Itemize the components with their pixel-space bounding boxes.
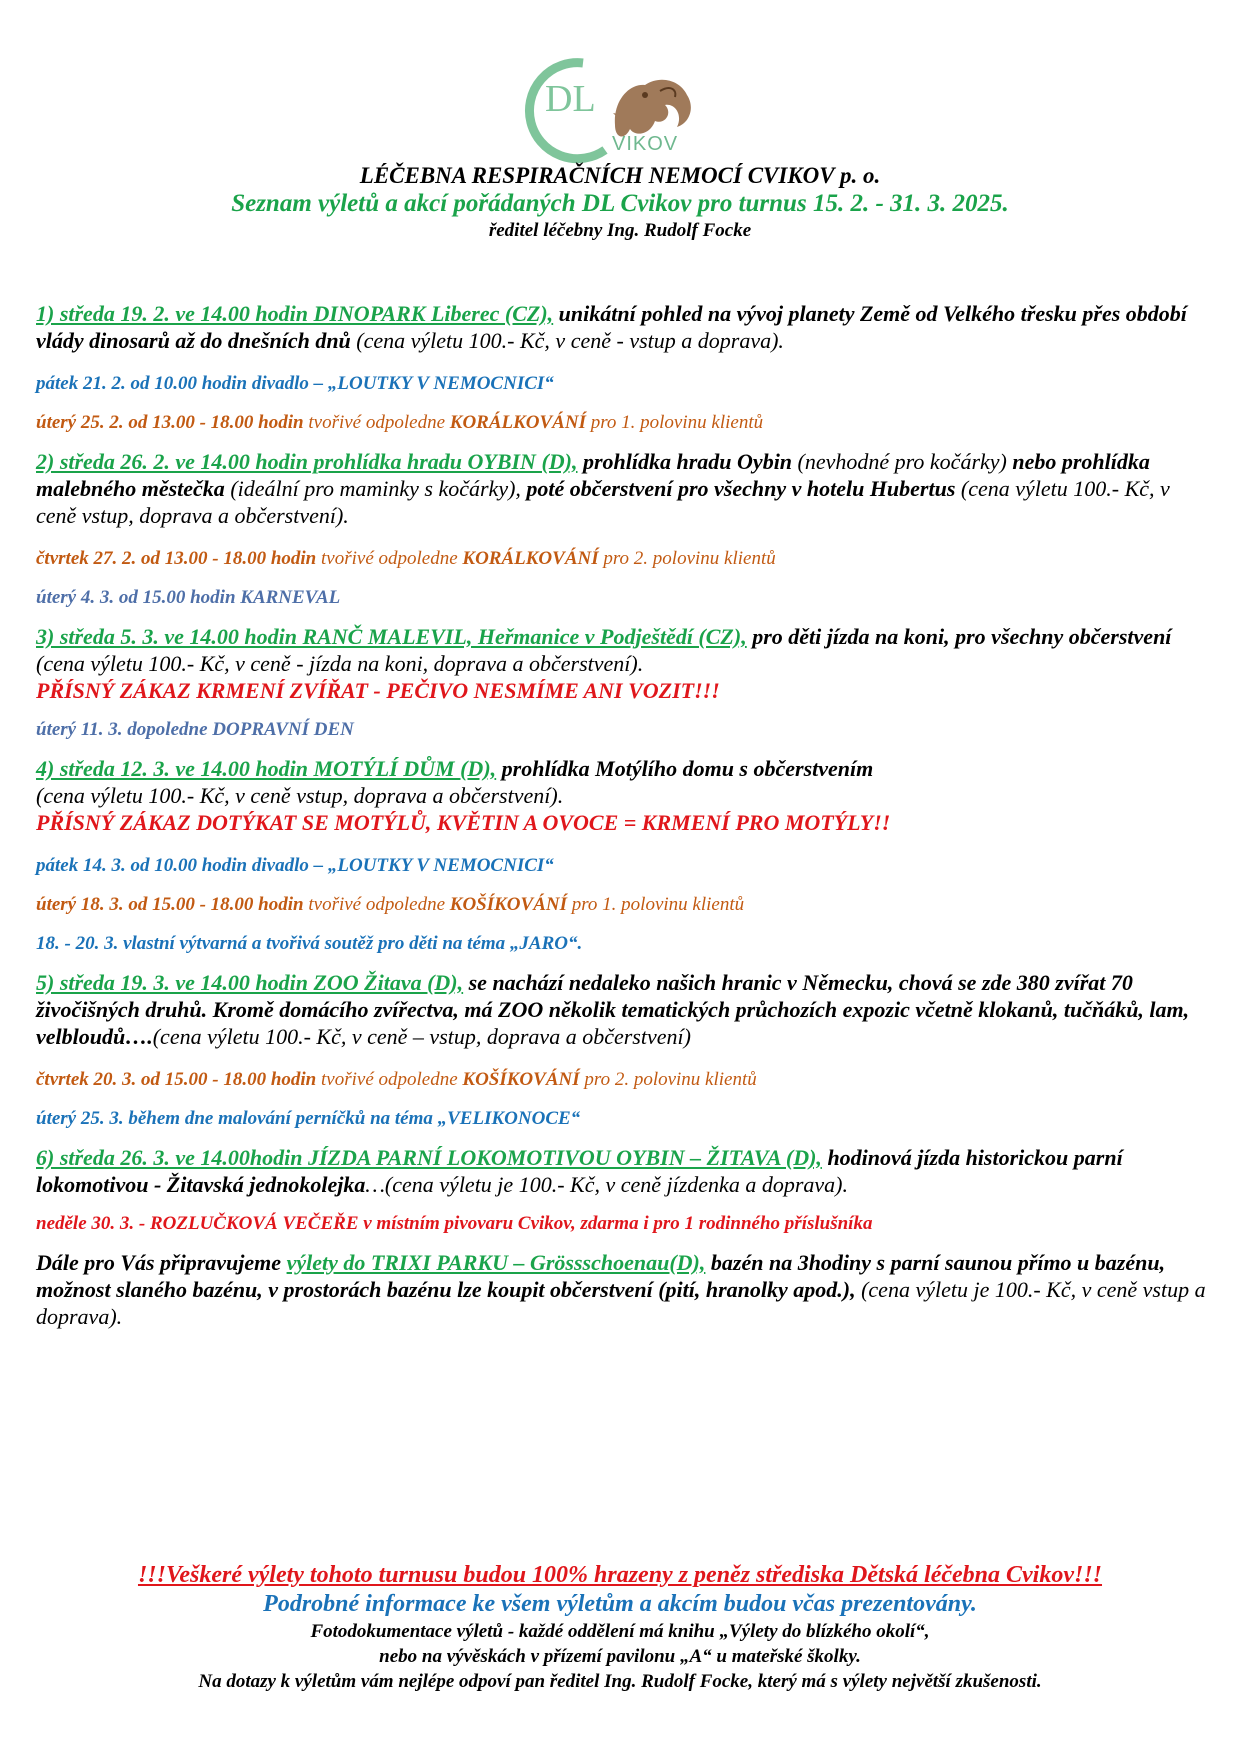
event-4-link[interactable]: 2) středa 26. 2. ve 14.00 hodin prohlídka hradu OYBIN (D), <box>36 449 578 474</box>
event-16-link[interactable]: 6) středa 26. 3. ve 14.00hodin JÍZDA PARNÍ LOKOMOTIVOU OYBIN – ŽITAVA (D), <box>36 1145 822 1170</box>
event-5: čtvrtek 27. 2. od 13.00 - 18.00 hodin tvořivé odpoledne KORÁLKOVÁNÍ pro 2. polovinu klientů <box>36 548 776 569</box>
photo-notice-1: Fotodokumentace výletů - každé oddělení má knihu „Výlety do blízkého okolí“, <box>310 1621 930 1642</box>
event-7: 3) středa 5. 3. ve 14.00 hodin RANČ MALEVIL, Heřmanice v Podještědí (CZ), pro děti jízda na koni, pro všechny občerstvení (cena výletu 100.- Kč, v ceně - jízda na koni, doprava a občerstvení). PŘÍSNÝ ZÁKAZ KRMENÍ ZVÍŘAT - PEČIVO NESMÍME ANI VOZIT!!! <box>36 624 1172 703</box>
event-13: 5) středa 19. 3. ve 14.00 hodin ZOO Žitava (D), se nachází nedaleko našich hranic v Německu, chová se zde 380 zvířat 70 živočišných druhů. Kromě domácího zvířectva, má ZOO několik tematických průchozích expozic včetně klokanů, tučňáků, lam, velbloudů….(cena výletu 100.- Kč, v ceně – vstup, doprava a občerstvení) <box>36 970 1190 1049</box>
event-18-link[interactable]: výlety do TRIXI PARKU – Grössschoenau(D), <box>286 1250 706 1275</box>
event-10: pátek 14. 3. od 10.00 hodin divadlo – „LOUTKY V NEMOCNICI“ <box>36 855 554 876</box>
event-18: Dále pro Vás připravujeme výlety do TRIXI PARKU – Grössschoenau(D), bazén na 3hodiny s parní saunou přímo u bazénu, možnost slaného bazénu, v prostorách bazénu lze koupit občerstvení (pití, hranolky apod.), (cena výletu je 100.- Kč, v ceně vstup a doprava). <box>36 1250 1206 1329</box>
event-15: úterý 25. 3. během dne malování perníčků na téma „VELIKONOCE“ <box>36 1108 581 1129</box>
event-list <box>36 300 1206 1330</box>
document-footer <box>0 1561 1240 1694</box>
event-6: úterý 4. 3. od 15.00 hodin KARNEVAL <box>36 587 341 608</box>
director-line: ředitel léčebny Ing. Rudolf Focke <box>488 220 752 241</box>
institution-title: LÉČEBNA RESPIRAČNÍCH NEMOCÍ CVIKOV p. o. <box>359 163 881 188</box>
event-16: 6) středa 26. 3. ve 14.00hodin JÍZDA PARNÍ LOKOMOTIVOU OYBIN – ŽITAVA (D), hodinová jízda historickou parní lokomotivou - Žitavská jednokolejka…(cena výletu je 100.- Kč, v ceně jízdenka a doprava). <box>36 1145 1123 1197</box>
payment-notice: !!!Veškeré výlety tohoto turnusu budou 100% hrazeny z peněz střediska Dětská léčebna Cvikov!!! <box>137 1562 1103 1588</box>
event-2: pátek 21. 2. od 10.00 hodin divadlo – „LOUTKY V NEMOCNICI“ <box>36 373 554 394</box>
contact-notice: Na dotazy k výletům vám nejlépe odpoví pan ředitel Ing. Rudolf Focke, který má s výlety největší zkušenosti. <box>198 1671 1042 1692</box>
logo-letters: DL <box>545 78 596 120</box>
event-11: úterý 18. 3. od 15.00 - 18.00 hodin tvořivé odpoledne KOŠÍKOVÁNÍ pro 1. polovinu klientů <box>36 894 745 915</box>
event-9-warning: PŘÍSNÝ ZÁKAZ DOTÝKAT SE MOTÝLŮ, KVĚTIN A OVOCE = KRMENÍ PRO MOTÝLY!! <box>36 810 891 835</box>
photo-notice-2: nebo na vývěskách v přízemí pavilonu „A“ u mateřské školky. <box>379 1646 861 1667</box>
event-3: úterý 25. 2. od 13.00 - 18.00 hodin tvořivé odpoledne KORÁLKOVÁNÍ pro 1. polovinu klientů <box>36 412 764 433</box>
document-subtitle: Seznam výletů a akcí pořádaných DL Cvikov pro turnus 15. 2. - 31. 3. 2025. <box>231 190 1009 217</box>
event-7-warning: PŘÍSNÝ ZÁKAZ KRMENÍ ZVÍŘAT - PEČIVO NESMÍME ANI VOZIT!!! <box>36 678 720 703</box>
dl-cvikov-logo <box>505 55 705 165</box>
event-7-link[interactable]: 3) středa 5. 3. ve 14.00 hodin RANČ MALEVIL, Heřmanice v Podještědí (CZ), <box>36 624 747 649</box>
event-8: úterý 11. 3. dopoledne DOPRAVNÍ DEN <box>36 719 354 740</box>
info-notice: Podrobné informace ke všem výletům a akcím budou včas prezentovány. <box>263 1591 977 1617</box>
event-13-link[interactable]: 5) středa 19. 3. ve 14.00 hodin ZOO Žitava (D), <box>36 970 464 995</box>
logo-caption: VIKOV <box>612 133 679 155</box>
event-9: 4) středa 12. 3. ve 14.00 hodin MOTÝLÍ DŮM (D), prohlídka Motýlího domu s občerstvením (cena výletu 100.- Kč, v ceně vstup, doprava a občerstvení). PŘÍSNÝ ZÁKAZ DOTÝKAT SE MOTÝLŮ, KVĚTIN A OVOCE = KRMENÍ PRO MOTÝLY!! <box>36 756 891 835</box>
event-17: neděle 30. 3. - ROZLUČKOVÁ VEČEŘE v místním pivovaru Cvikov, zdarma i pro 1 rodinného příslušníka <box>36 1213 873 1234</box>
event-1: 1) středa 19. 2. ve 14.00 hodin DINOPARK Liberec (CZ), unikátní pohled na vývoj planety Země od Velkého třesku přes období vlády dinosarů až do dnešních dnů (cena výletu 100.- Kč, v ceně - vstup a doprava). <box>36 301 1187 353</box>
event-1-link[interactable]: 1) středa 19. 2. ve 14.00 hodin DINOPARK Liberec (CZ), <box>36 301 554 326</box>
event-14: čtvrtek 20. 3. od 15.00 - 18.00 hodin tvořivé odpoledne KOŠÍKOVÁNÍ pro 2. polovinu klientů <box>36 1069 757 1090</box>
event-4: 2) středa 26. 2. ve 14.00 hodin prohlídka hradu OYBIN (D), prohlídka hradu Oybin (nevhodné pro kočárky) nebo prohlídka malebného městečka (ideální pro maminky s kočárky), poté občerstvení pro všechny v hotelu Hubertus (cena výletu 100.- Kč, v ceně vstup, doprava a občerstvení). <box>36 449 1170 528</box>
event-12: 18. - 20. 3. vlastní výtvarná a tvořivá soutěž pro děti na téma „JARO“. <box>36 933 583 954</box>
event-9-link[interactable]: 4) středa 12. 3. ve 14.00 hodin MOTÝLÍ DŮM (D), <box>36 756 497 781</box>
document-header <box>0 163 1240 243</box>
